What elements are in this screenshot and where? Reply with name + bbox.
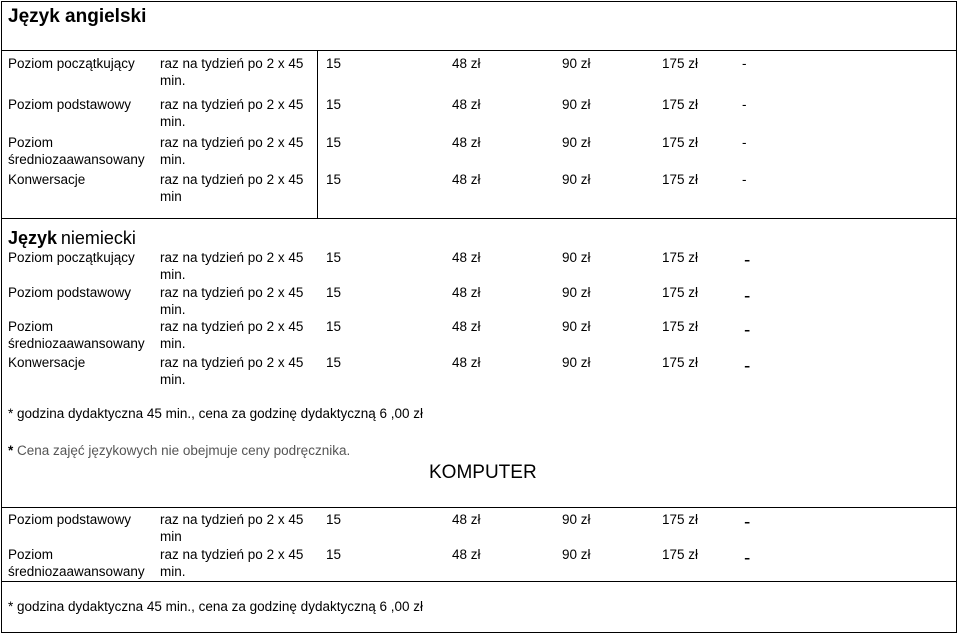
level-label: średniozaawansowany (8, 564, 145, 579)
price-value: 48 zł (452, 319, 481, 334)
price-value: 48 zł (452, 135, 481, 150)
footnote-star: * (8, 443, 14, 458)
price-value: 175 zł (662, 547, 699, 562)
price-value: 175 zł (662, 250, 699, 265)
rule-s1-end (1, 218, 957, 219)
price-value: 90 zł (562, 172, 591, 187)
frame-right (956, 1, 957, 633)
price-value: 48 zł (452, 250, 481, 265)
price-value: 175 zł (662, 319, 699, 334)
section-title-word: Język (8, 228, 58, 248)
level-label: Poziom początkujący (8, 250, 135, 265)
price-value: 175 zł (662, 172, 699, 187)
hours-value: 15 (326, 97, 342, 112)
price-value: 175 zł (662, 285, 699, 300)
price-value: 48 zł (452, 355, 481, 370)
level-label: Konwersacje (8, 172, 86, 187)
dash-value: - (742, 56, 747, 71)
rule-s3-start (1, 507, 957, 508)
price-value: 175 zł (662, 135, 699, 150)
price-value: 48 zł (452, 56, 481, 71)
frequency-label: min. (160, 336, 186, 351)
dash-value: - (744, 548, 751, 569)
price-value: 48 zł (452, 172, 481, 187)
frequency-label: min. (160, 152, 186, 167)
hours-value: 15 (326, 285, 342, 300)
frequency-label: raz na tydzień po 2 x 45 (160, 512, 304, 527)
frequency-label: raz na tydzień po 2 x 45 (160, 56, 304, 71)
price-value: 90 zł (562, 512, 591, 527)
price-value: 175 zł (662, 512, 699, 527)
level-label: Poziom (8, 319, 54, 334)
footnote-text: Cena zajęć językowych nie obejmuje ceny podręcznika. (17, 443, 351, 458)
frequency-label: raz na tydzień po 2 x 45 (160, 355, 304, 370)
price-value: 48 zł (452, 547, 481, 562)
rule-s3-end (1, 581, 957, 582)
price-value: 90 zł (562, 319, 591, 334)
level-label: Poziom podstawowy (8, 285, 132, 300)
price-value: 90 zł (562, 135, 591, 150)
rule-title (1, 50, 957, 51)
level-label: Konwersacje (8, 355, 86, 370)
frequency-label: raz na tydzień po 2 x 45 (160, 285, 304, 300)
frequency-label: raz na tydzień po 2 x 45 (160, 97, 304, 112)
dash-value: - (744, 512, 751, 533)
footnote-hour: * godzina dydaktyczna 45 min., cena za godzinę dydaktyczną 6 ,00 zł (8, 406, 423, 421)
section-title-german (8, 227, 136, 249)
frequency-label: min. (160, 302, 186, 317)
level-label: Poziom początkujący (8, 56, 135, 71)
dash-value: - (744, 286, 751, 307)
frame-top (1, 1, 957, 2)
level-label: Poziom (8, 547, 54, 562)
price-value: 90 zł (562, 97, 591, 112)
price-value: 175 zł (662, 97, 699, 112)
frequency-label: raz na tydzień po 2 x 45 (160, 172, 304, 187)
footnote-hour: * godzina dydaktyczna 45 min., cena za godzinę dydaktyczną 6 ,00 zł (8, 599, 423, 614)
hours-value: 15 (326, 135, 342, 150)
hours-value: 15 (326, 172, 342, 187)
section-title-word: niemiecki (60, 228, 136, 248)
frequency-label: raz na tydzień po 2 x 45 (160, 547, 304, 562)
level-label: Poziom podstawowy (8, 512, 132, 527)
hours-value: 15 (326, 512, 342, 527)
hours-value: 15 (326, 56, 342, 71)
hours-value: 15 (326, 319, 342, 334)
dash-value: - (744, 250, 751, 271)
price-value: 48 zł (452, 512, 481, 527)
frequency-label: min. (160, 564, 186, 579)
frequency-label: min. (160, 372, 186, 387)
level-label: średniozaawansowany (8, 152, 145, 167)
price-value: 90 zł (562, 355, 591, 370)
frame-left (1, 1, 2, 633)
frequency-label: min (160, 189, 182, 204)
price-value: 48 zł (452, 285, 481, 300)
dash-value: - (744, 356, 751, 377)
level-label: Poziom (8, 135, 54, 150)
s1-col-divider (317, 50, 318, 218)
level-label: Poziom podstawowy (8, 97, 132, 112)
level-label: średniozaawansowany (8, 336, 145, 351)
hours-value: 15 (326, 250, 342, 265)
dash-value: - (742, 172, 747, 187)
price-value: 90 zł (562, 285, 591, 300)
footnote-books (8, 442, 350, 459)
frequency-label: min. (160, 114, 186, 129)
frequency-label: min. (160, 267, 186, 282)
frequency-label: raz na tydzień po 2 x 45 (160, 319, 304, 334)
price-value: 90 zł (562, 250, 591, 265)
price-value: 175 zł (662, 56, 699, 71)
price-value: 90 zł (562, 547, 591, 562)
dash-value: - (744, 320, 751, 341)
price-value: 175 zł (662, 355, 699, 370)
section-title-english: Język angielski (8, 6, 147, 27)
price-value: 48 zł (452, 97, 481, 112)
section-title-computer: KOMPUTER (429, 462, 537, 483)
hours-value: 15 (326, 355, 342, 370)
frequency-label: min (160, 529, 182, 544)
hours-value: 15 (326, 547, 342, 562)
price-value: 90 zł (562, 56, 591, 71)
frequency-label: min. (160, 73, 186, 88)
dash-value: - (742, 97, 747, 112)
frequency-label: raz na tydzień po 2 x 45 (160, 250, 304, 265)
dash-value: - (742, 135, 747, 150)
frequency-label: raz na tydzień po 2 x 45 (160, 135, 304, 150)
